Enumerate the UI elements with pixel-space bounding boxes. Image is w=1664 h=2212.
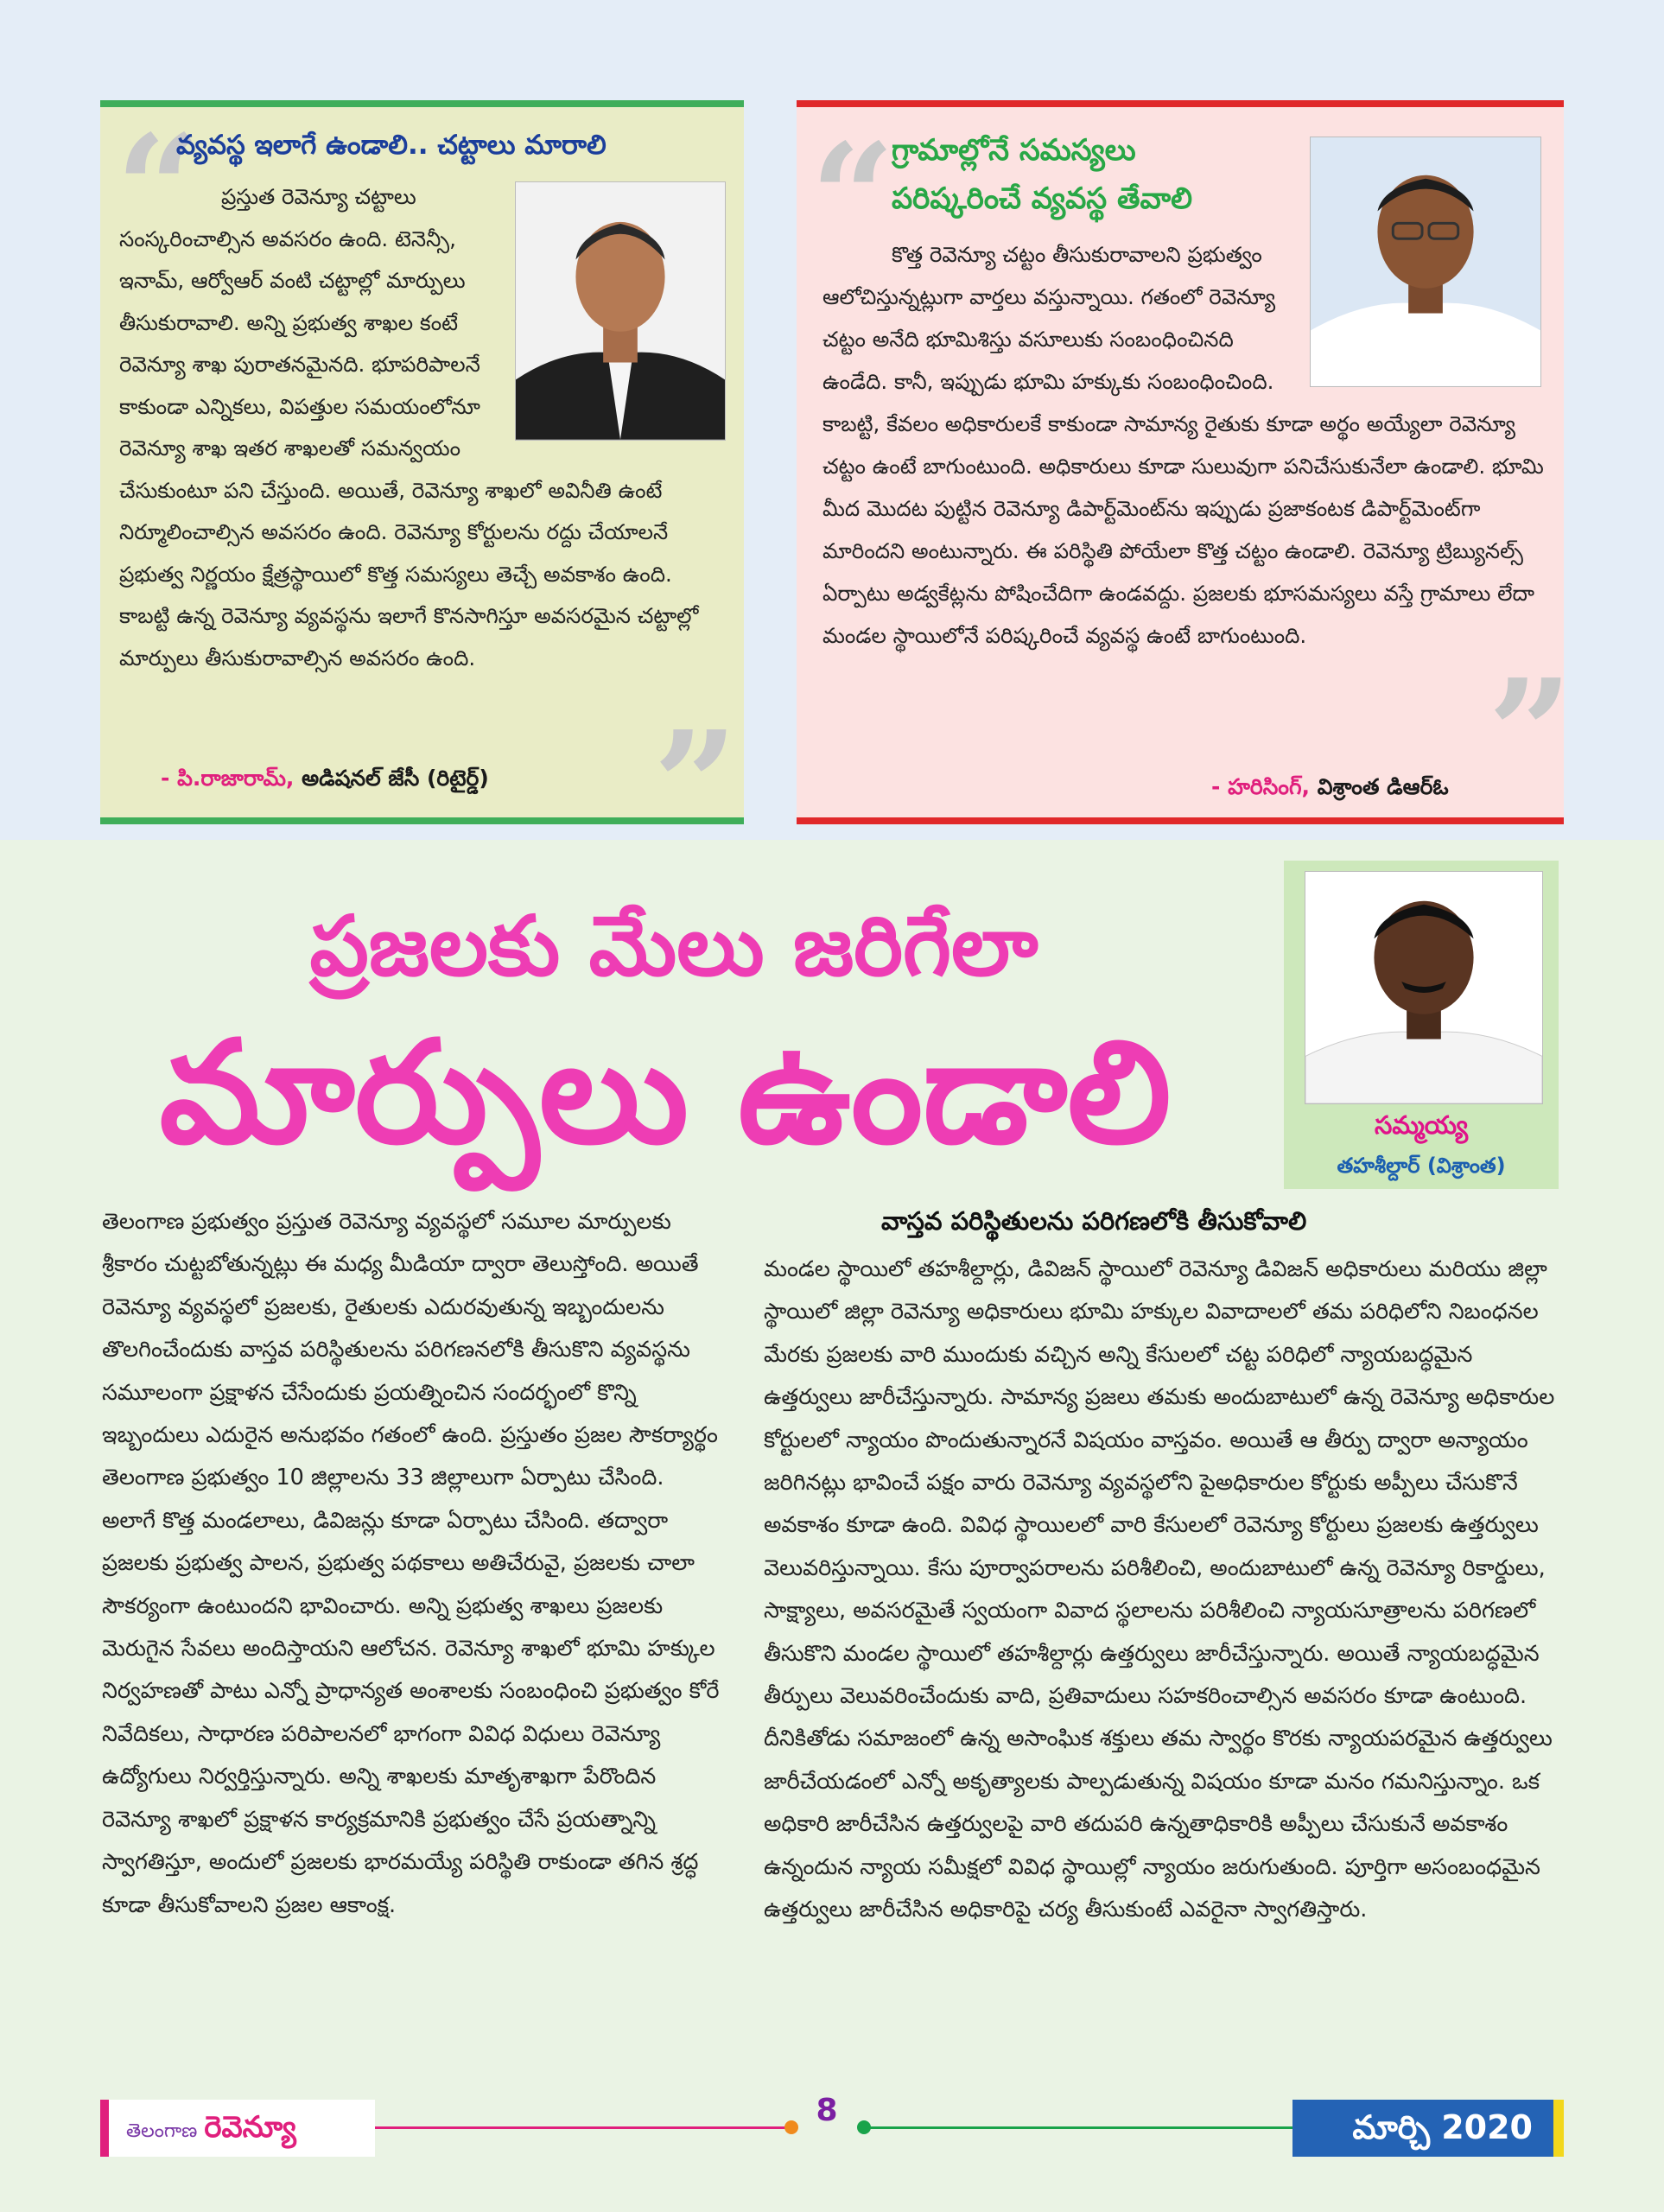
quote-left-text: ప్రస్తుత రెవెన్యూ చట్టాలు సంస్కరించాల్సిన అవసరం ఉంది. టెనెన్సీ, ఇనామ్, ఆర్వోఆర్ వంటి చట్టాల్లో మార్పులు తీసుకురావాలి. అన్ని ప్రభుత్వ శాఖల కంటే రెవెన్యూ శాఖ పురాతనమైనది. భూపరిపాలనే కాకుండా ఎన్నికలు, విపత్తుల సమయంలోనూ రెవెన్యూ శాఖ ఇతర శాఖలతో సమన్వయం చేసుకుంటూ పని చేస్తుంది. అయితే, రెవెన్యూ శాఖలో అవినీతి ఉంటే నిర్మూలించాల్సిన అవసరం ఉంది. రెవెన్యూ కోర్టులను రద్దు చేయాలనే ప్రభుత్వ నిర్ణయం క్షేత్రస్థాయిలో కొత్త సమస్యలు తెచ్చే అవకాశం ఉంది. కాబట్టి ఉన్న రెవెన్యూ వ్యవస్థను ఇలాగే కొనసాగిస్తూ అవసరమైన చట్టాల్లో మార్పులు తీసుకురావాల్సిన అవసరం ఉంది. [119, 184, 699, 671]
footer-dot-left [784, 2120, 798, 2134]
footer-line-left [375, 2126, 795, 2129]
page-number: 8 [816, 2093, 838, 2128]
profile-name: సమ్మయ్య [1374, 1110, 1469, 1140]
footer-line-right [859, 2126, 1292, 2129]
close-quote-icon: ” [1488, 647, 1572, 820]
quote-right-signature [1211, 774, 1449, 805]
open-quote-icon: “ [116, 103, 200, 276]
quote-box-left [100, 100, 744, 872]
profile-role: తహశీల్దార్ (విశ్రాంత) [1337, 1154, 1506, 1178]
quote-left-role: అడిషనల్ జేసీ (రిటైర్డ్) [302, 766, 489, 791]
quote-right-author: - హరిసింగ్, [1211, 774, 1311, 799]
article-left-column [102, 1201, 724, 1927]
article-right-column [764, 1249, 1559, 1932]
headline-line1: ప్రజలకు మేలు జరిగేలా [309, 898, 1038, 995]
article-subheading: వాస్తవ పరిస్థితులను పరిగణలోకి తీసుకోవాలి [881, 1206, 1307, 1236]
quote-box-right [797, 100, 1572, 824]
quote-left-paragraph [119, 176, 728, 679]
quote-left-author: - పి.రాజారామ్, [161, 766, 295, 791]
quote-right-title-line2: పరిష్కరించే వ్యవస్థ తేవాలి [892, 181, 1192, 216]
footer-accent-bar [1553, 2100, 1564, 2157]
quote-right-paragraph [822, 233, 1548, 657]
footer-brand [100, 2100, 375, 2157]
article-left-text: తెలంగాణ ప్రభుత్వం ప్రస్తుత రెవెన్యూ వ్యవస్థలో సమూల మార్పులకు శ్రీకారం చుట్టబోతున్నట్లు ఈ మధ్య మీడియా ద్వారా తెలుస్తోంది. అయితే రెవెన్యూ వ్యవస్థలో ప్రజలకు, రైతులకు ఎదురవుతున్న ఇబ్బందులను తొలగించేందుకు వాస్తవ పరిస్థితులను పరిగణనలోకి తీసుకొని వ్యవస్థను సమూలంగా ప్రక్షాళన చేసేందుకు ప్రయత్నించిన సందర్భంలో కొన్ని ఇబ్బందులు ఎదురైన అనుభవం గతంలో ఉంది. ప్రస్తుతం ప్రజల సౌకర్యార్థం తెలంగాణ ప్రభుత్వం 10 జిల్లాలను 33 జిల్లాలుగా ఏర్పాటు చేసింది. అలాగే కొత్త మండలాలు, డివిజన్లు కూడా ఏర్పాటు చేసింది. తద్వారా ప్రజలకు ప్రభుత్వ పాలన, ప్రభుత్వ పథకాలు అతిచేరువై, ప్రజలకు చాలా సౌకర్యంగా ఉంటుందని భావించారు. అన్ని ప్రభుత్వ శాఖలు ప్రజలకు మెరుగైన సేవలు అందిస్తాయని ఆలోచన. రెవెన్యూ శాఖలో భూమి హక్కుల నిర్వహణతో పాటు ఎన్నో ప్రాధాన్యత అంశాలకు సంబంధించి ప్రభుత్వం కోరే నివేదికలు, సాధారణ పరిపాలనలో భాగంగా వివిధ విధులు రెవెన్యూ ఉద్యోగులు నిర్వర్తిస్తున్నారు. అన్ని శాఖలకు మాతృశాఖగా పేరొందిన రెవెన్యూ శాఖలో ప్రక్షాళన కార్యక్రమానికి ప్రభుత్వం చేసే ప్రయత్నాన్ని స్వాగతిస్తూ, అందులో ప్రజలకు భారమయ్యే పరిస్థితి రాకుండా తగిన శ్రద్ధ కూడా తీసుకోవాలని ప్రజల ఆకాంక్ష. [102, 1209, 720, 1918]
quote-right-text: కొత్త రెవెన్యూ చట్టం తీసుకురావాలని ప్రభుత్వం ఆలోచిస్తున్నట్లుగా వార్తలు వస్తున్నాయి. గతంలో రెవెన్యూ చట్టం అనేది భూమిశిస్తు వసూలుకు సంబంధించినది ఉండేది. కానీ, ఇప్పుడు భూమి హక్కుకు సంబంధించింది. కాబట్టి, కేవలం అధికారులకే కాకుండా సామాన్య రైతుకు కూడా అర్థం అయ్యేలా రెవెన్యూ చట్టం ఉంటే బాగుంటుంది. అధికారులు కూడా సులువుగా పనిచేసుకునేలా ఉండాలి. భూమి మీద మొదట పుట్టిన రెవెన్యూ డిపార్ట్‌మెంట్‌ను ఇప్పుడు ప్రజాకంటక డిపార్ట్‌మెంట్‌గా మారిందని అంటున్నారు. ఈ పరిస్థితి పోయేలా కొత్త చట్టం ఉండాలి. రెవెన్యూ ట్రిబ్యునల్స్ ఏర్పాటు అడ్వకేట్లను పోషించేదిగా ఉండవద్దు. ప్రజలకు భూసమస్యలు వస్తే గ్రామాలు లేదా మండల స్థాయిలోనే పరిష్కరించే వ్యవస్థ ఉంటే బాగుంటుంది. [822, 242, 1544, 648]
footer-brand-small: తెలంగాణ [126, 2120, 198, 2142]
footer-issue-date: మార్చి 2020 [1352, 2108, 1533, 2146]
footer-brand-text [126, 2110, 296, 2152]
quote-left-title: వ్యవస్థ ఇలాగే ఉండాలి.. చట్టాలు మారాలి [176, 130, 607, 161]
quote-left-signature [161, 766, 489, 797]
footer-brand-big: రెవెన్యూ [204, 2110, 296, 2145]
footer-issue-date-box [1292, 2100, 1564, 2157]
open-quote-icon: “ [810, 111, 895, 284]
portrait-photo-sammaiah [1305, 871, 1543, 1104]
quote-right-role: విశ్రాంత డిఆర్ఓ [1317, 774, 1449, 799]
headline-line2: మార్పులు ఉండాలి [159, 1010, 1172, 1175]
close-quote-icon: ” [653, 699, 738, 872]
article-right-text: మండల స్థాయిలో తహశీల్దార్లు, డివిజన్ స్థాయిలో రెవెన్యూ డివిజన్ అధికారులు మరియు జిల్లా స్థాయిలో జిల్లా రెవెన్యూ అధికారులు భూమి హక్కుల వివాదాలలో తమ పరిధిలోని నిబంధనల మేరకు ప్రజలకు వారి ముందుకు వచ్చిన అన్ని కేసులలో చట్ట పరిధిలో న్యాయబద్ధమైన ఉత్తర్వులు జారీచేస్తున్నారు. సామాన్య ప్రజలు తమకు అందుబాటులో ఉన్న రెవెన్యూ అధికారుల కోర్టులలో న్యాయం పొందుతున్నారనే విషయం వాస్తవం. అయితే ఆ తీర్పు ద్వారా అన్యాయం జరిగినట్లు భావించే పక్షం వారు రెవెన్యూ వ్యవస్థలోని పైఅధికారుల కోర్టుకు అప్పీలు చేసుకొనే అవకాశం కూడా ఉంది. వివిధ స్థాయిలలో వారి కేసులలో రెవెన్యూ కోర్టులు ప్రజలకు ఉత్తర్వులు వెలువరిస్తున్నాయి. కేసు పూర్వాపరాలను పరిశీలించి, అందుబాటులో ఉన్న రెవెన్యూ రికార్డులు, సాక్ష్యాలు, అవసరమైతే స్వయంగా వివాద స్థలాలను పరిశీలించి న్యాయసూత్రాలను పరిగణలో తీసుకొని మండల స్థాయిలో తహశీల్దార్లు ఉత్తర్వులు జారీచేస్తున్నారు. అయితే న్యాయబద్ధమైన తీర్పులు వెలువరించేందుకు వాది, ప్రతివాదులు సహకరించాల్సిన అవసరం కూడా ఉంటుంది. దీనికితోడు సమాజంలో ఉన్న అసాంఘిక శక్తులు తమ స్వార్థం కొరకు న్యాయపరమైన ఉత్తర్వులు జారీచేయడంలో ఎన్నో అకృత్యాలకు పాల్పడుతున్న విషయం కూడా మనం గమనిస్తున్నాం. ఒక అధికారి జారీచేసిన ఉత్తర్వులపై వారి తదుపరి ఉన్నతాధికారికి అప్పీలు చేసుకునే అవకాశం ఉన్నందున న్యాయ సమీక్షలో వివిధ స్థాయిల్లో న్యాయం జరుగుతుంది. పూర్తిగా అసంబంధమైన ఉత్తర్వులు జారీచేసిన అధికారిపై చర్య తీసుకుంటే ఎవరైనా స్వాగతిస్తారు. [764, 1256, 1555, 1923]
portrait-sammaiah-image [1305, 872, 1542, 1103]
footer-dot-right [857, 2120, 871, 2134]
quote-right-title-line1: గ్రామాల్లోనే సమస్యలు [892, 133, 1136, 168]
quote-right-title [892, 126, 1289, 223]
